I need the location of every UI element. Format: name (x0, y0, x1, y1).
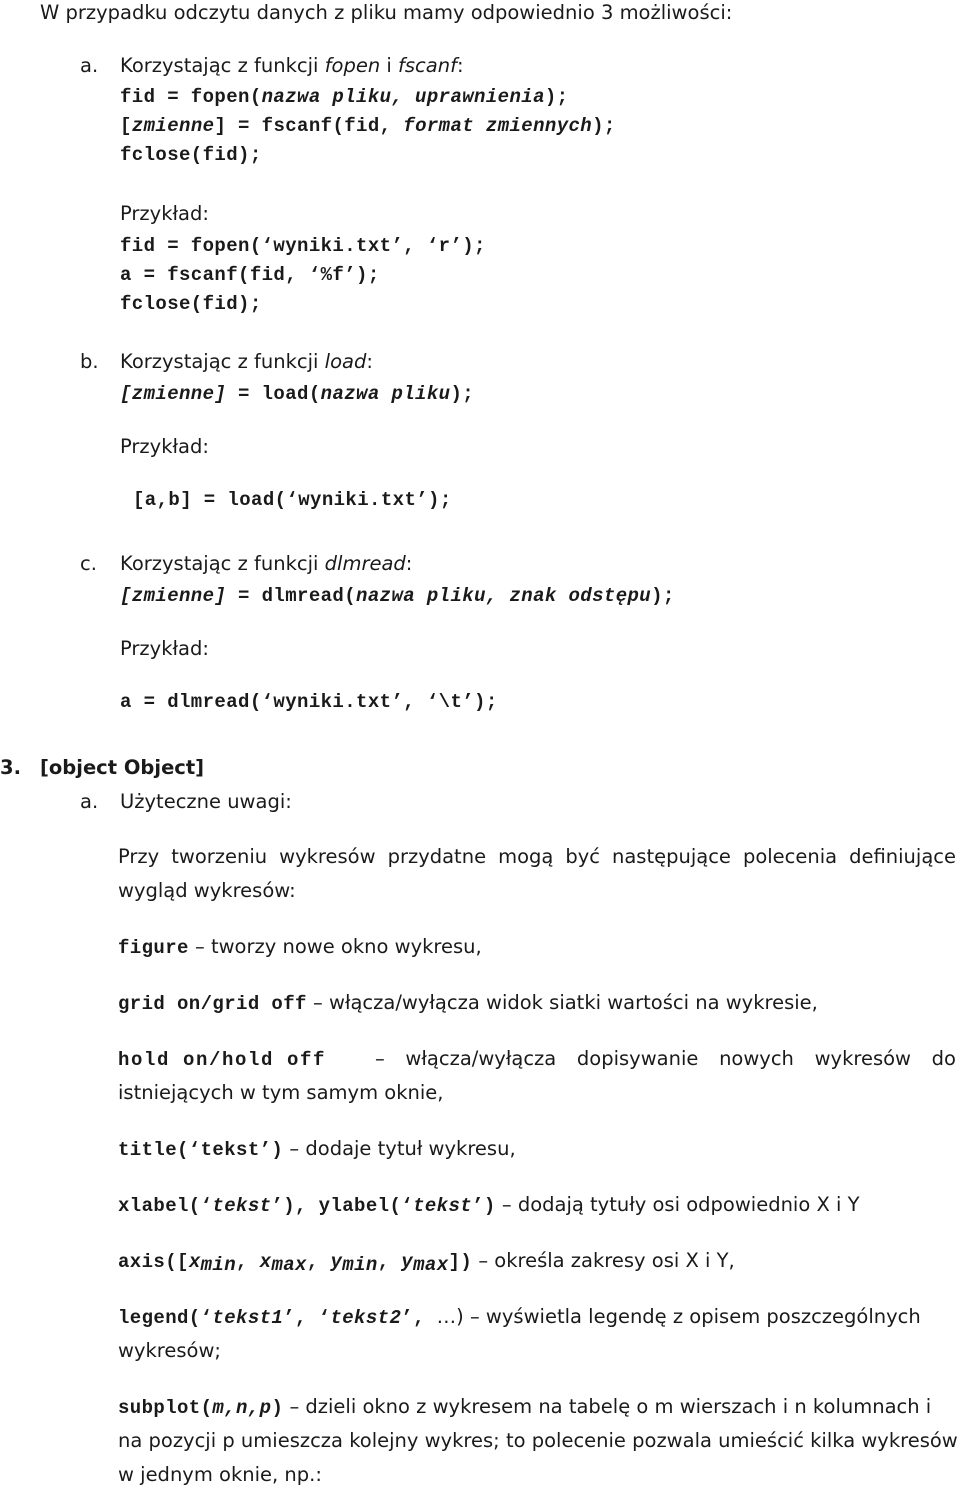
item-a-heading: Korzystając z funkcji fopen i fscanf: (120, 54, 464, 77)
code-fopen: fid = fopen(nazwa pliku, uprawnienia); (120, 86, 569, 108)
hold-word-2: dopisywanie (576, 1047, 699, 1070)
code-dlmread: [zmienne] = dlmread(nazwa pliku, znak odstępu); (120, 585, 675, 607)
item-a-example-label: Przykład: (120, 202, 209, 225)
cmd-hold-line-1: hold on/hold off (118, 1049, 327, 1071)
intro-text: W przypadku odczytu danych z pliku mamy odpowiednio 3 możliwości: (40, 1, 733, 24)
item-b-heading: Korzystając z funkcji load: (120, 350, 373, 373)
item-b-marker: b. (80, 350, 99, 373)
cmd-legend: legend(‘tekst1’, ‘tekst2’, …) – wyświetla legendę z opisem poszczególnych (118, 1305, 921, 1329)
hold-word-3: nowych (719, 1047, 794, 1070)
subplot-desc-line-2: na pozycji p umieszcza kolejny wykres; to polecenie pozwala umieścić kilka wykresów (118, 1429, 958, 1452)
example-c-line: a = dlmread(‘wyniki.txt’, ‘\t’); (120, 691, 498, 713)
section-title: [object Object] (40, 756, 205, 779)
subsection-title: Użyteczne uwagi: (120, 790, 292, 813)
subsection-marker: a. (80, 790, 99, 813)
example-b-line: [a,b] = load(‘wyniki.txt’); (133, 489, 452, 511)
legend-desc-line-2: wykresów; (118, 1339, 221, 1362)
cmd-title: title(‘tekst’) – dodaje tytuł wykresu, (118, 1137, 516, 1161)
item-a-marker: a. (80, 54, 99, 77)
hold-word-5: do (931, 1047, 956, 1070)
hold-word-1: włącza/wyłącza (405, 1047, 557, 1070)
cmd-xlabel-ylabel: xlabel(‘tekst’), ylabel(‘tekst’) – dodają tytuły osi odpowiednio X i Y (118, 1193, 860, 1217)
hold-word-4: wykresów (814, 1047, 911, 1070)
cmd-subplot: subplot(m,n,p) – dzieli okno z wykresem na tabelę o m wierszach i n kolumnach i (118, 1395, 932, 1419)
intro-paragraph: Przy tworzeniu wykresów przydatne mogą być następujące polecenia definiujące wygląd wykresów: (118, 845, 956, 902)
example-a-line-2: a = fscanf(fid, ‘%f’); (120, 264, 380, 286)
code-fscanf: [zmienne] = fscanf(fid, format zmiennych); (120, 115, 616, 137)
legend-desc-1: – wyświetla legendę z opisem poszczególnych (463, 1305, 921, 1328)
item-c-heading: Korzystając z funkcji dlmread: (120, 552, 413, 575)
code-fclose: fclose(fid); (120, 144, 262, 166)
cmd-axis: $axis([x_{min}$, $x_{max}$, $y_{min}$, $y_{max}$]) – określa zakresy osi X i Y, (118, 1249, 735, 1276)
example-a-line-3: fclose(fid); (120, 293, 262, 315)
item-c-marker: c. (80, 552, 97, 575)
hold-dash: – (375, 1047, 385, 1070)
hold-desc-row (375, 1046, 956, 1072)
example-a-line-1: fid = fopen(‘wyniki.txt’, ‘r’); (120, 235, 486, 257)
cmd-figure: figure – tworzy nowe okno wykresu, (118, 935, 482, 959)
subplot-desc-line-3: w jednym oknie, np.: (118, 1463, 322, 1486)
item-b-example-label: Przykład: (120, 435, 209, 458)
subplot-desc-1: – dzieli okno z wykresem na tabelę o m wierszach i n kolumnach i (283, 1395, 932, 1418)
code-load: [zmienne] = load(nazwa pliku); (120, 383, 475, 405)
legend-ellipsis: …) (436, 1305, 464, 1328)
section-number: 3. (0, 756, 21, 779)
cmd-grid: grid on/grid off – włącza/wyłącza widok siatki wartości na wykresie, (118, 991, 818, 1015)
item-c-example-label: Przykład: (120, 637, 209, 660)
hold-desc-line-2: istniejących w tym samym oknie, (118, 1081, 444, 1104)
